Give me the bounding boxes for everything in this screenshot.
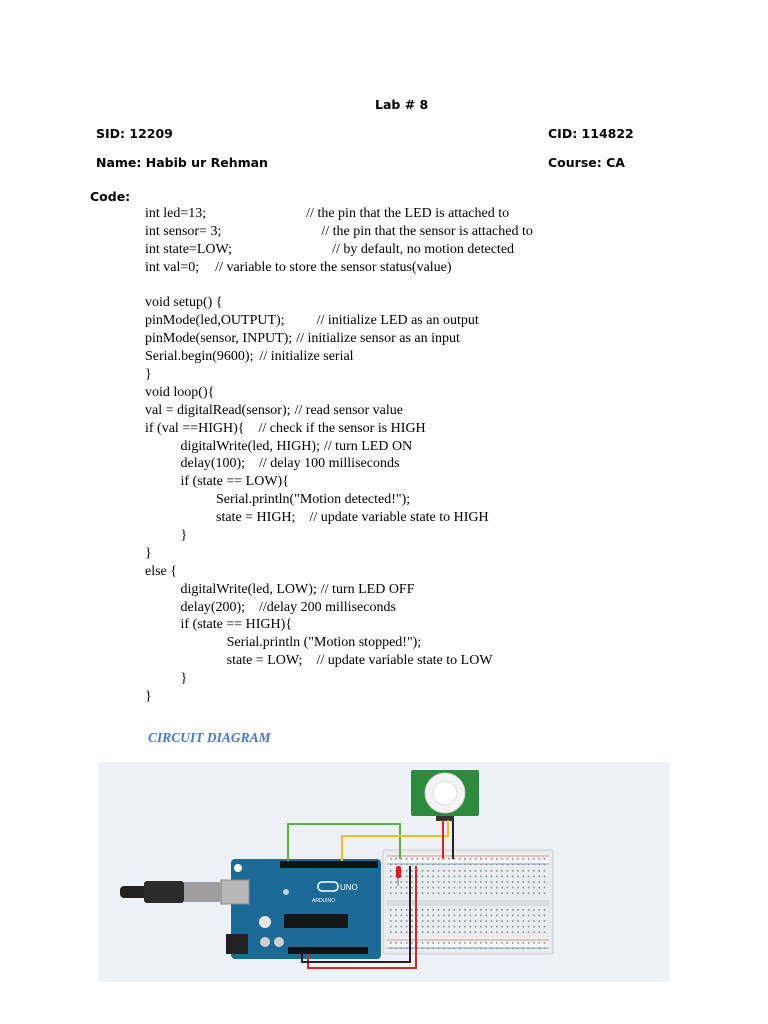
code-text: else {: [145, 563, 177, 579]
code-text: int state=LOW;: [145, 241, 233, 257]
breadboard: [383, 850, 553, 954]
student-name: Name: Habib ur Rehman: [96, 155, 268, 170]
code-text: Serial.begin(9600);: [145, 349, 254, 365]
code-line: [145, 634, 533, 652]
code-text: digitalWrite(led, LOW);: [180, 581, 317, 597]
arduino-board: [221, 859, 381, 959]
code-line: [145, 491, 533, 509]
code-text: state = LOW;: [226, 653, 303, 669]
code-text: int sensor= 3;: [145, 223, 222, 239]
code-line: [145, 294, 533, 312]
code-comment: // check if the sensor is HIGH: [258, 420, 426, 436]
code-line: [145, 241, 533, 259]
code-text: delay(200);: [180, 599, 246, 615]
code-text: state = HIGH;: [216, 510, 296, 526]
code-line: [145, 330, 533, 348]
pir-sensor: [411, 770, 479, 821]
code-text: if (state == LOW){: [180, 474, 289, 490]
code-comment: // initialize LED as an output: [316, 313, 479, 329]
code-block: [145, 205, 533, 706]
code-comment: // the pin that the LED is attached to: [306, 206, 510, 221]
course-label: Course: CA: [548, 155, 625, 170]
board-logo: UNO: [340, 883, 358, 892]
circuit-diagram-heading: CIRCUIT DIAGRAM: [148, 730, 271, 745]
code-line: [145, 509, 533, 527]
code-text: digitalWrite(led, HIGH);: [180, 438, 320, 454]
code-comment: // the pin that the sensor is attached to: [321, 223, 533, 239]
code-line: [145, 438, 533, 456]
code-text: int led=13;: [145, 206, 207, 221]
code-comment: // read sensor value: [294, 402, 403, 418]
code-line: [145, 599, 533, 617]
code-comment: // delay 100 milliseconds: [259, 456, 400, 472]
code-line: [145, 563, 533, 581]
code-line: [145, 688, 533, 706]
code-text: }: [145, 545, 152, 561]
code-line: [145, 384, 533, 402]
code-comment: // update variable state to LOW: [316, 653, 493, 669]
lab-title: Lab # 8: [375, 97, 429, 112]
code-text: int val=0;: [145, 259, 200, 275]
code-line: [145, 259, 533, 277]
code-comment: // variable to store the sensor status(value): [215, 259, 452, 275]
code-line: [145, 616, 533, 634]
code-line: [145, 420, 533, 438]
code-line: [145, 277, 533, 295]
code-line: [145, 366, 533, 384]
code-text: if (state == HIGH){: [180, 617, 293, 633]
code-comment: // initialize serial: [259, 349, 354, 365]
code-line: [145, 205, 533, 223]
code-line: [145, 652, 533, 670]
code-text: val = digitalRead(sensor);: [145, 402, 291, 418]
code-line: [145, 455, 533, 473]
code-text: }: [180, 528, 188, 544]
code-line: [145, 545, 533, 563]
circuit-diagram-image: [98, 762, 670, 982]
code-text: void loop(){: [145, 384, 215, 400]
code-comment: // turn LED OFF: [320, 581, 415, 597]
code-comment: // update variable state to HIGH: [309, 510, 489, 526]
board-brand: ARDUINO: [312, 898, 336, 904]
code-text: Serial.println ("Motion stopped!");: [226, 635, 422, 651]
cid-label: CID: 114822: [548, 126, 634, 141]
code-label: Code:: [90, 189, 131, 204]
circuit-diagram: [98, 762, 670, 982]
code-comment: // by default, no motion detected: [332, 241, 515, 257]
code-text: void setup() {: [145, 295, 223, 311]
code-line: [145, 223, 533, 241]
sid-label: SID: 12209: [96, 126, 173, 141]
code-line: [145, 348, 533, 366]
code-text: }: [145, 689, 152, 705]
usb-cable: [120, 881, 222, 903]
code-comment: //delay 200 milliseconds: [259, 599, 396, 615]
code-line: [145, 402, 533, 420]
code-text: if (val ==HIGH){: [145, 420, 245, 436]
code-text: delay(100);: [180, 456, 246, 472]
code-comment: // initialize sensor as an input: [296, 331, 460, 347]
code-comment: // turn LED ON: [323, 438, 413, 454]
code-text: pinMode(sensor, INPUT);: [145, 331, 293, 347]
code-text: }: [180, 671, 188, 687]
code-text: }: [145, 367, 152, 383]
code-line: [145, 527, 533, 545]
code-text: Serial.println("Motion detected!");: [216, 492, 411, 508]
code-line: [145, 670, 533, 688]
code-line: [145, 581, 533, 599]
code-line: [145, 312, 533, 330]
code-text: pinMode(led,OUTPUT);: [145, 313, 285, 329]
code-line: [145, 473, 533, 491]
